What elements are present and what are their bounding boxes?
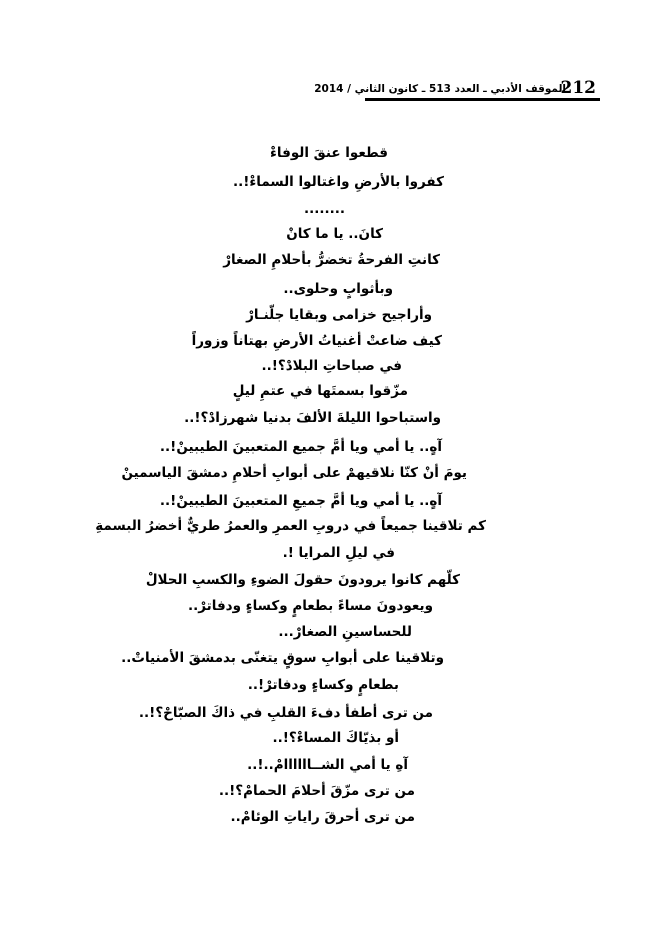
- poem-line: ........: [303, 201, 345, 217]
- poem-line: مزّقوا بسمتَها في عتمِ ليلٍ: [232, 383, 408, 399]
- poem-line: كيف ضاعتْ أغنياتُ الأرضِ بهتاناً وزوراً: [191, 333, 442, 349]
- poem-line: من ترى أحرقَ راياتِ الوئامْ..: [230, 809, 415, 825]
- poem-line: آهٍ.. يا أمي ويا أمَّ جميع المتعبينَ الطيبينْ!..: [159, 439, 442, 455]
- poem-line: بطعامٍ وكساءٍ ودفاترْ!..: [247, 677, 399, 693]
- poem-line: واستباحوا الليلةَ الألفَ بدنيا شهرزادْ؟!..: [184, 410, 441, 426]
- poem-line: ويعودونَ مساءً بطعامٍ وكساءٍ ودفاترْ..: [188, 598, 433, 614]
- poem-line: آهٍ.. يا أمي ويا أمَّ جميعِ المتعبينَ الطيبينْ!..: [159, 493, 442, 509]
- page-number: 212: [560, 78, 596, 98]
- poem-line: كلّهم كانوا يرودونَ حقولَ الضوءِ والكسبِ الحلالْ: [145, 572, 460, 588]
- poem-line: وتلاقينا على أبوابِ سوقٍ يتغنّى بدمشقَ الأمنياتْ..: [121, 650, 444, 666]
- poem-line: من ترى أطفأ دفءَ القلبِ في ذاكَ الصبّاحْ؟!..: [138, 705, 433, 721]
- poem-line: وأراجيح خزامى وبقايا جلّنـارْ: [246, 307, 432, 323]
- poem-line: يومَ أنْ كنّا نلاقيهمْ على أبوابِ أحلامِ دمشقَ الياسمينْ: [121, 465, 467, 481]
- poem-line: للحساسينِ الصغارْ...: [278, 624, 412, 640]
- poem-line: من ترى مزّقَ أحلامَ الحمامْ؟!..: [218, 783, 415, 799]
- poem-line: أو بذيّاكَ المساءْ؟!..: [272, 730, 399, 746]
- poem-line: في صباحاتِ البلادْ؟!..: [261, 358, 402, 374]
- poem-line: كانَ.. يا ما كانْ: [286, 226, 383, 242]
- poem-line: آهِ يا أمي الشــاااااامْ..!..: [247, 757, 408, 773]
- poem-line: كفروا بالأرضِ واغتالوا السماءْ!..: [232, 174, 444, 190]
- poem-line: قطعوا عنقَ الوفاءْ: [270, 145, 388, 161]
- poem-line: كم تلاقينا جميعاً في دروبِ العمرِ والعمرُ طريٌّ أخضرُ البسمةِ: [95, 518, 486, 534]
- running-head: الموقف الأدبي ـ العدد 513 ـ كانون الثاني / 2014: [314, 83, 566, 95]
- poem-line: كانتِ الفرحةُ تخضرُّ بأحلامِ الصغارْ: [223, 252, 440, 268]
- poem-line: في ليلِ المرايا !.: [282, 545, 395, 561]
- poem-line: وبأثوابٍ وحلوى..: [283, 281, 393, 297]
